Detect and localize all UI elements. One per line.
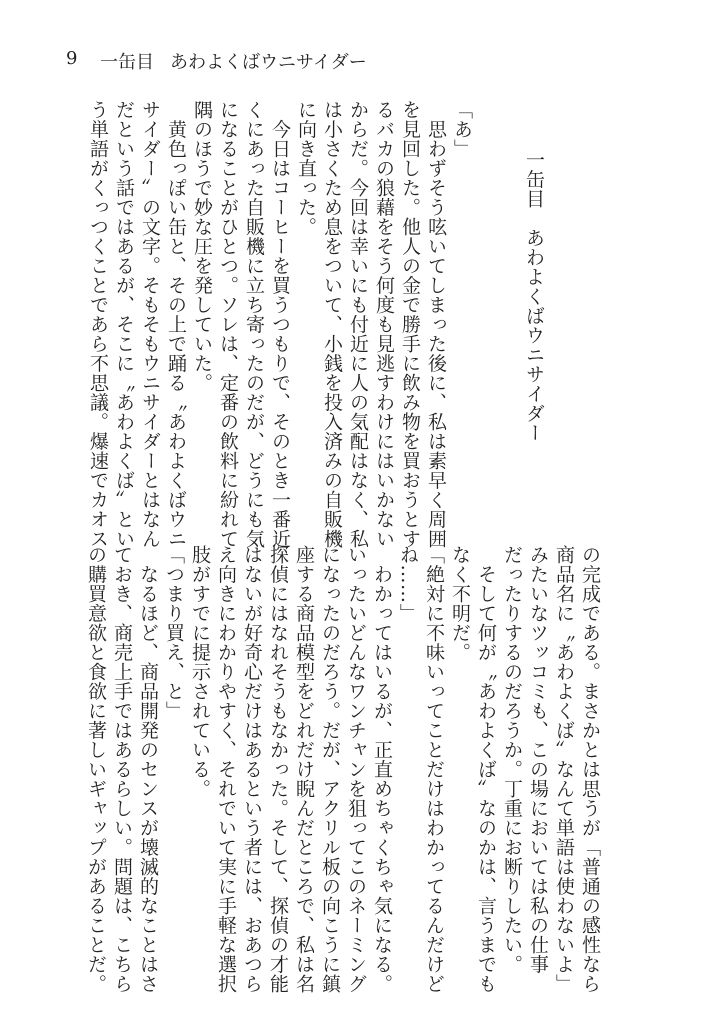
text-line: 「つまり買え、と」 [163,545,185,721]
text-line: そして何が〝あわよくば〟なのかは、言うまでも [475,545,497,994]
text-line: なるほど、商品開発のセンスが壊滅的なことはさ [137,545,159,994]
text-line: サイダー〟の文字。そもそもウニサイダーとはなん [139,100,161,549]
text-line: え向きにわかりやすく、それでいて実に手軽な選択 [215,545,237,994]
text-line: わかってはいるが、正直めちゃくちゃ気になる。 [371,545,393,994]
text-line: に向き直った。 [295,100,317,237]
text-line: 商品名に〝あわよくば〟なんて単語は使わないよ」 [553,545,575,994]
text-line: の完成である。まさかとは思うが「普通の感性なら [579,545,601,994]
text-line: 今日はコーヒーを買うつもりで、そのとき一番近 [269,100,291,549]
page-number: 9 [66,48,78,69]
text-line: だという話ではあるが、そこに〝あわよくば〟とい [113,100,135,549]
running-header [66,48,367,74]
text-line: 思わずそう呟いてしまった後に、私は素早く周囲 [425,100,447,549]
text-line: くにあった自販機に立ち寄ったのだが、どうにも気 [243,100,265,549]
text-line: の購買意欲と食欲に著しいギャップがあることだ。 [85,545,107,994]
text-line: ね……」 [397,545,419,623]
chapter-title-header: あわよくばウニサイダー [170,52,367,73]
text-line: になることがひとつ。ソレは、定番の飲料に紛れて [217,100,239,549]
lower-text-block [83,545,603,994]
text-line: う単語がくっつくことであら不思議。爆速でカオス [87,100,109,549]
text-line: からだ。今回は幸いにも付近に人の気配はなく、私 [347,100,369,549]
text-line: 座する商品模型をどれだけ睨んだところで、私は名 [293,545,315,994]
text-line: 肢がすでに提示されている。 [189,545,211,799]
text-line: はないが好奇心だけはあるという者には、おあつら [241,545,263,994]
text-line: は小さくため息をついて、小銭を投入済みの自販機 [321,100,343,549]
chapter-title: 一缶目 あわよくばウニサイダー [523,150,545,443]
text-line: だったりするのだろうか。丁重にお断りしたい。 [501,545,523,974]
text-line: るバカの狼藉をそう何度も見逃すわけにはいかない [373,100,395,549]
text-line: みたいなツッコミも、この場においては私の仕事 [527,545,549,974]
text-line: 「絶対に不味いってことだけはわかってるんだけど [423,545,445,994]
text-line: になったのだろう。だが、アクリル板の向こうに鎮 [319,545,341,994]
text-line: ておき、商売上手ではあるらしい。問題は、こちら [111,545,133,994]
text-line: なく不明だ。 [449,545,471,662]
text-line: 隅のほうで妙な圧を発していた。 [191,100,213,393]
text-line: 「あ」 [451,100,473,159]
text-line: 探偵にはなれそうもなかった。そして、探偵の才能 [267,545,289,994]
chapter-label: 一缶目 [100,52,154,73]
text-line: 黄色っぽい缶と、その上で踊る〝あわよくばウニ [165,100,187,549]
upper-text-block [85,100,475,549]
text-line: いったいどんなワンチャンを狙ってこのネーミング [345,545,367,994]
text-line: を見回した。他人の金で勝手に飲み物を買おうとす [399,100,421,549]
